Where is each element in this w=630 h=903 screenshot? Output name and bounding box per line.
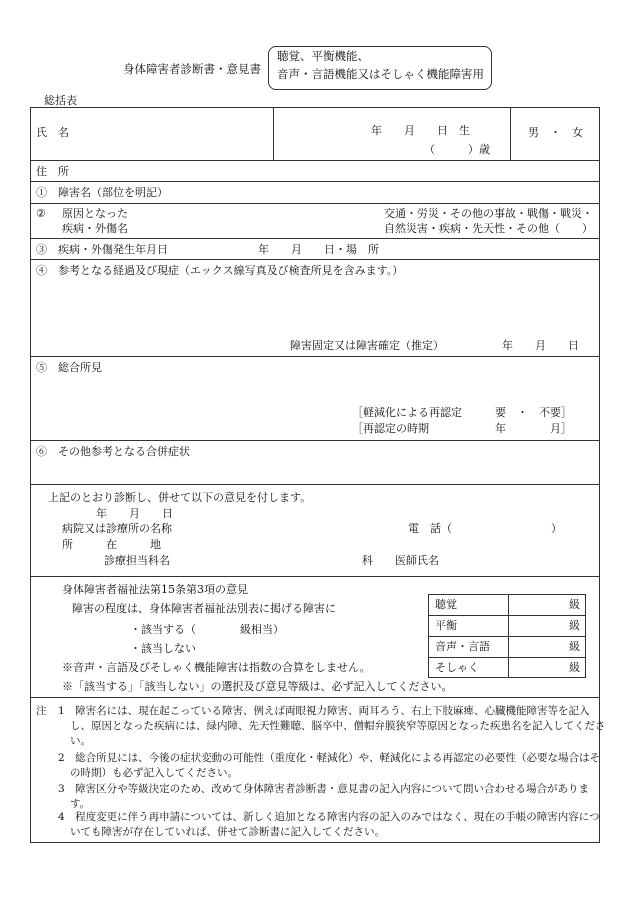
opinion-note-index: ※音声・言語及びそしゃく機能障害は指数の合算をしません。 — [62, 661, 371, 674]
item-cause-line2: 疾病・外傷名 — [62, 222, 128, 235]
address-label: 住 所 — [36, 165, 69, 178]
birth-date-label: 年 月 日 生 — [371, 124, 470, 137]
grade-row-label: 音声・言語 — [435, 640, 490, 653]
grade-row-label: そしゃく — [435, 661, 479, 674]
notes-label: 注 — [36, 705, 47, 717]
item-overall-findings: ⑤ 総合所見 — [36, 361, 102, 374]
department-label: 診療担当科名 — [104, 554, 170, 567]
grade-row-label: 聴覚 — [435, 598, 457, 611]
recertification-timing: ［再認定の時期 年 月］ — [352, 422, 572, 435]
fixed-date-label: 障害固定又は障害確定（推定） — [290, 339, 444, 352]
title-bracket-line2: 音声・言語機能又はそしゃく機能障害用 — [277, 67, 484, 81]
item-progress: ④ 参考となる経過及び現症（エックス線写真及び検査所見を含みます。） — [36, 264, 404, 277]
gender-label[interactable]: 男 ・ 女 — [528, 126, 583, 139]
doctor-name-label: 科 医師氏名 — [362, 554, 439, 567]
hospital-name-label: 病院又は診療所の名称 — [62, 522, 172, 535]
opinion-heading: 身体障害者福祉法第15条第3項の意見 — [62, 583, 248, 596]
diagnosis-date: 年 月 日 — [96, 507, 173, 520]
opinion-not-applicable[interactable]: ・該当しない — [130, 642, 196, 655]
title-bracket-line1: 聴覚、平衡機能、 — [277, 49, 369, 63]
onset-date-place: 年 月 日・場 所 — [258, 243, 379, 256]
item-complications: ⑥ その他参考となる合併症状 — [36, 445, 190, 458]
note-1: 1 障害名には、現在起こっている障害、例えば両眼視力障害、両耳ろう、右上下肢麻痺、心臓機能障害等を記入し、原因となった疾病には、緑内障、先天性難聴、脳卒中、僧帽弁膜狭窄等原因となった疾患名を記入してください。 — [58, 705, 606, 747]
item-cause-line1: 原因となった — [62, 207, 128, 220]
grade-row-unit[interactable]: 級 — [569, 640, 580, 653]
phone-label: 電 話（ ） — [408, 522, 562, 535]
note-2: 2 総合所見には、今後の症状変動の可能性（重度化・軽減化）や、軽減化による再認定の必要性（必要な場合はその時期）も必ず記入してください。 — [58, 752, 600, 779]
cause-options-line1[interactable]: 交通・労災・その他の事故・戦傷・戦災・ — [384, 207, 593, 220]
form-title: 身体障害者診断書・意見書 — [123, 62, 261, 76]
recertification-need[interactable]: ［軽減化による再認定 要 ・ 不要］ — [352, 406, 572, 419]
item-onset-date: ③ 疾病・外傷発生年月日 — [36, 243, 168, 256]
item-disability-name: ① 障害名（部位を明記） — [36, 186, 168, 199]
diagnosis-statement: 上記のとおり診断し、併せて以下の意見を付します。 — [48, 491, 312, 504]
opinion-degree-line: 障害の程度は、身体障害者福祉法別表に掲げる障害に — [72, 602, 336, 615]
grade-row-unit[interactable]: 級 — [569, 598, 580, 611]
item-cause-number: ② — [36, 207, 46, 220]
fixed-date: 年 月 日 — [502, 339, 579, 352]
grade-row-unit[interactable]: 級 — [569, 619, 580, 632]
cause-options-line2[interactable]: 自然災害・疾病・先天性・その他（ ） — [384, 222, 593, 235]
name-label: 氏 名 — [36, 126, 69, 139]
grade-row-label: 平衡 — [435, 619, 457, 632]
note-3: 3 障害区分や等級決定のため、改めて身体障害者診断書・意見書の記入内容について問い合わせる場合があります。 — [58, 783, 590, 810]
grade-row-unit[interactable]: 級 — [569, 661, 580, 674]
note-4: 4 程度変更に伴う再申請については、新しく追加となる障害内容の記入のみではなく、現在の手帳の障害内容についても障害が存在していれば、併せて診断書に記入してください。 — [58, 811, 600, 838]
opinion-applicable[interactable]: ・該当する（ 級相当） — [130, 623, 284, 636]
opinion-note-required: ※「該当する」「該当しない」の選択及び意見等級は、必ず記入してください。 — [62, 680, 453, 693]
location-label: 所 在 地 — [62, 538, 161, 551]
age-label: （ ）歳 — [424, 143, 490, 156]
section-label: 総括表 — [44, 94, 77, 107]
